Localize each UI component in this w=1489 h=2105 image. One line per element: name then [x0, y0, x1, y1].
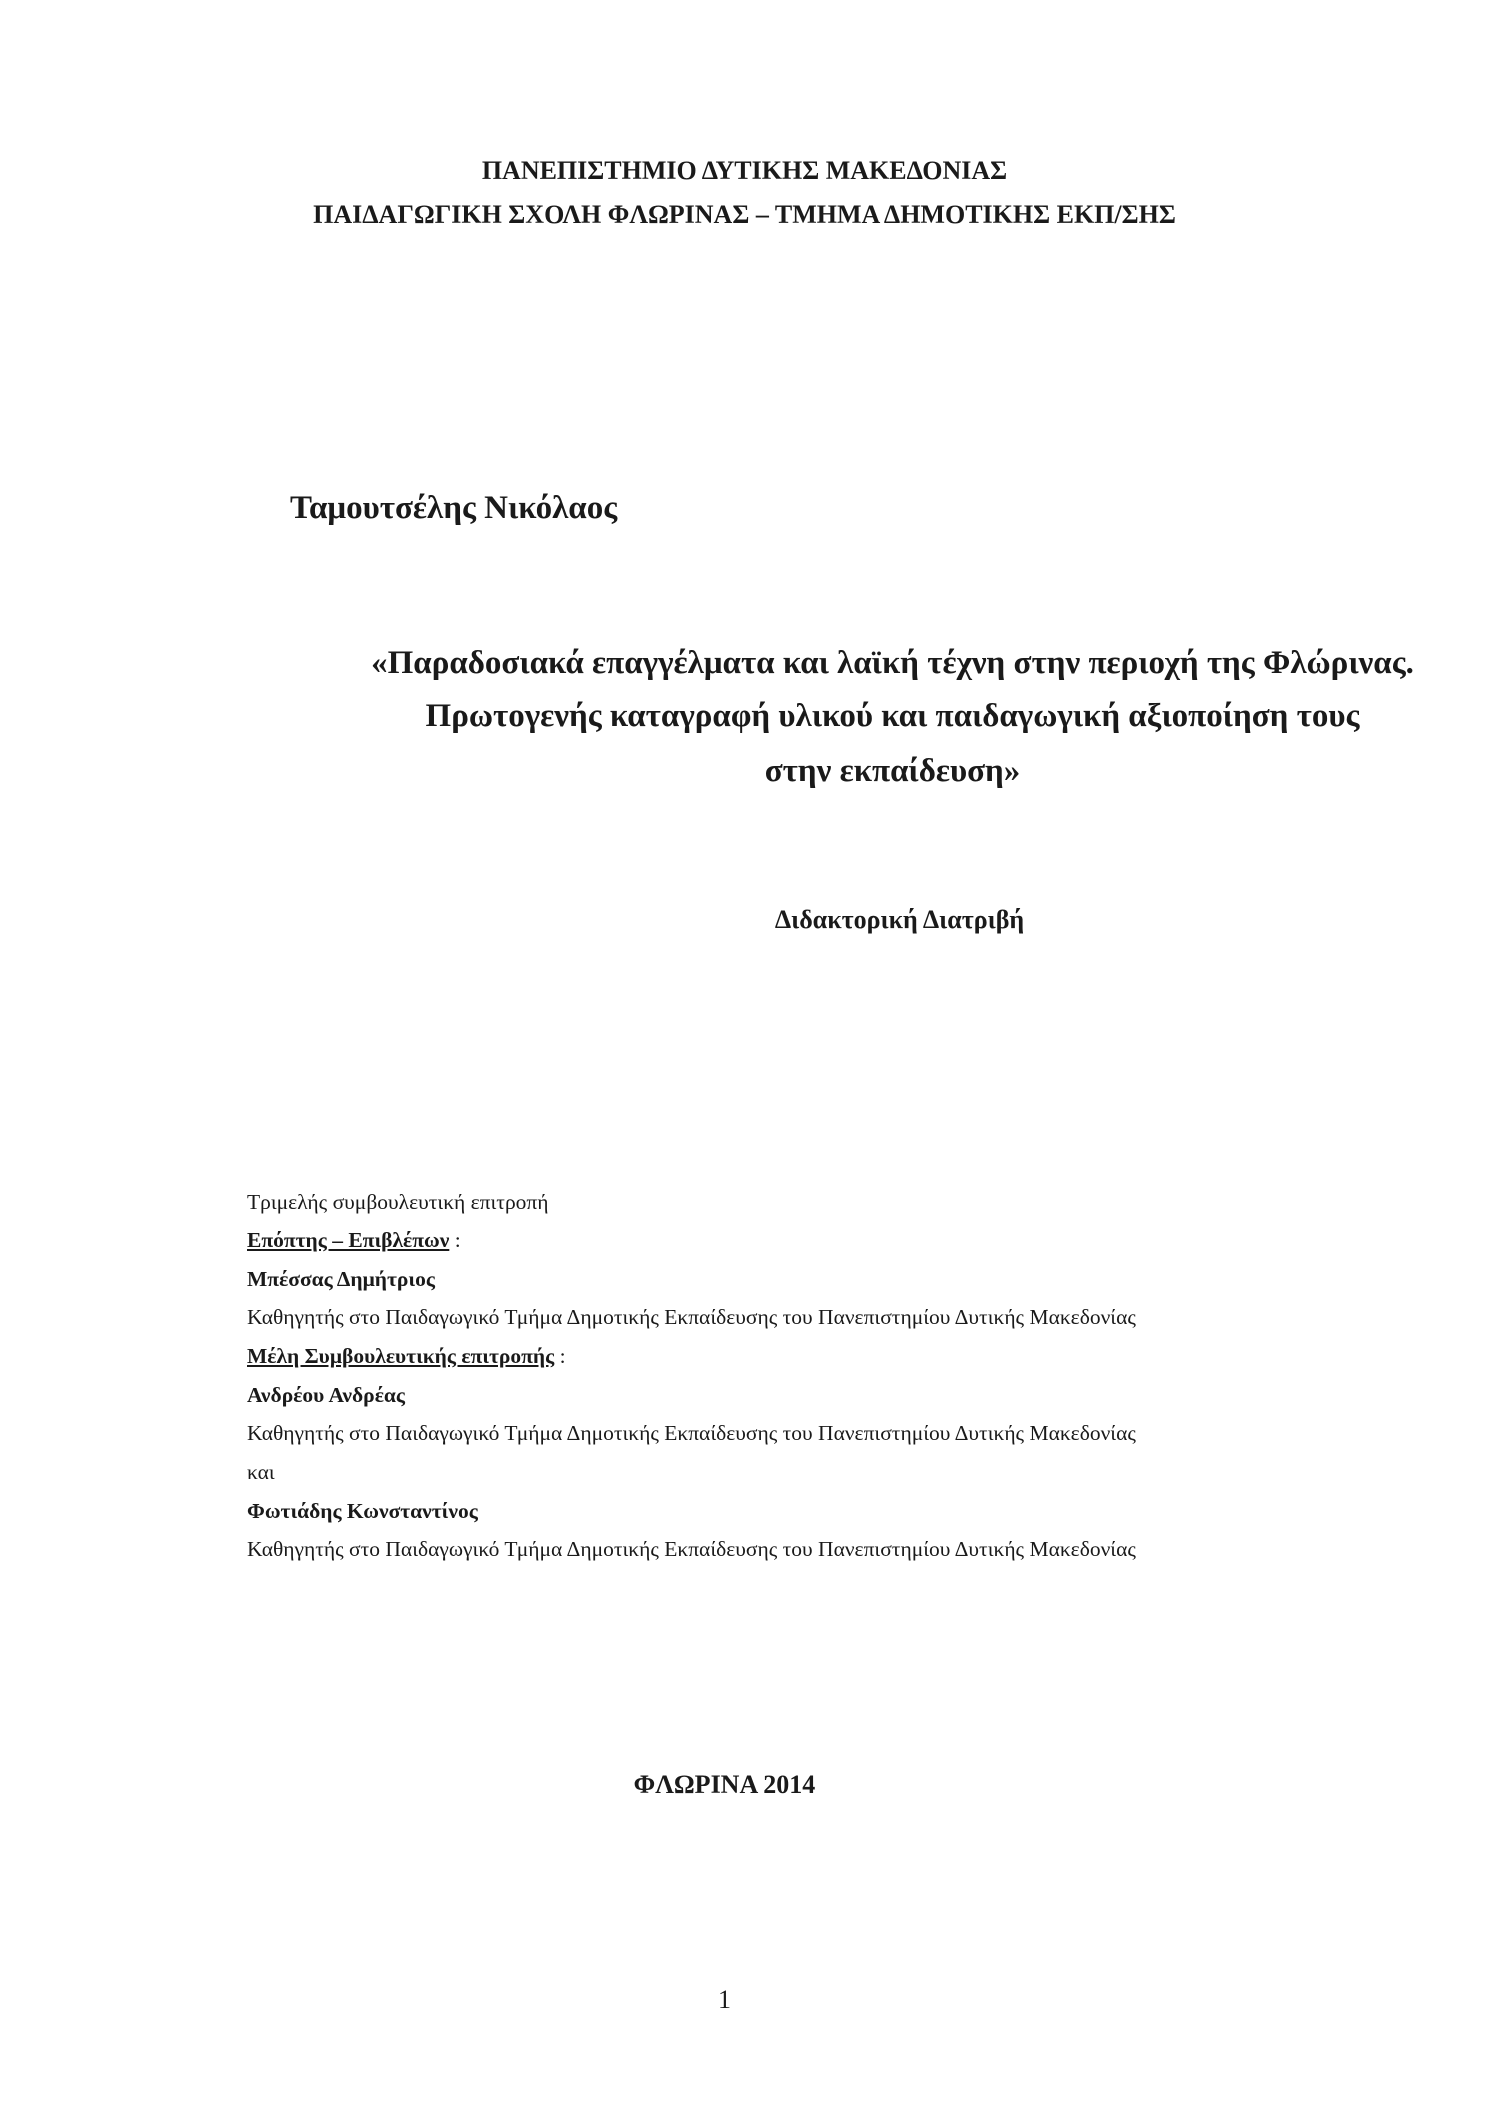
thesis-title-line-1: «Παραδοσιακά επαγγέλματα και λαϊκή τέχνη στην περιοχή της Φλώρινας.	[371, 645, 1414, 681]
committee-heading: Τριμελής συμβουλευτική επιτροπή	[247, 1190, 549, 1214]
thesis-title-line-2: Πρωτογενής καταγραφή υλικού και παιδαγωγική αξιοποίηση τους	[425, 698, 1360, 734]
supervisor-role: Καθηγητής στο Παιδαγωγικό Τμήμα Δημοτικής Εκπαίδευσης του Πανεπιστημίου Δυτικής Μακεδονίας	[247, 1305, 1136, 1329]
school-department: ΠΑΙΔΑΓΩΓΙΚΗ ΣΧΟΛΗ ΦΛΩΡΙΝΑΣ – ΤΜΗΜΑ ΔΗΜΟΤΙΚΗΣ ΕΚΠ/ΣΗΣ	[313, 200, 1176, 229]
author-name: Ταμουτσέλης Νικόλαος	[290, 490, 618, 526]
member-1-name: Ανδρέου Ανδρέας	[247, 1383, 405, 1407]
and-conjunction: και	[247, 1460, 275, 1484]
supervisor-name: Μπέσσας Δημήτριος	[247, 1267, 435, 1291]
university-name: ΠΑΝΕΠΙΣΤΗΜΙΟ ΔΥΤΙΚΗΣ ΜΑΚΕΔΟΝΙΑΣ	[481, 156, 1008, 185]
thesis-title-line-3: στην εκπαίδευση»	[764, 753, 1021, 789]
member-2-role: Καθηγητής στο Παιδαγωγικό Τμήμα Δημοτικής Εκπαίδευσης του Πανεπιστημίου Δυτικής Μακεδονίας	[247, 1537, 1136, 1561]
supervisor-label: Επόπτης – Επιβλέπων	[247, 1228, 450, 1252]
members-label-separator: :	[554, 1344, 566, 1368]
document-type: Διδακτορική Διατριβή	[774, 905, 1025, 934]
supervisor-label-line	[247, 1228, 461, 1253]
member-2-name: Φωτιάδης Κωνσταντίνος	[247, 1499, 478, 1523]
members-label-line	[247, 1344, 566, 1369]
member-1-role: Καθηγητής στο Παιδαγωγικό Τμήμα Δημοτικής Εκπαίδευσης του Πανεπιστημίου Δυτικής Μακεδονίας	[247, 1421, 1136, 1445]
supervisor-label-separator: :	[449, 1228, 461, 1252]
page-number: 1	[718, 1985, 731, 2014]
members-label: Μέλη Συμβουλευτικής επιτροπής	[247, 1344, 555, 1368]
place-and-year: ΦΛΩΡΙΝΑ 2014	[633, 1770, 816, 1799]
